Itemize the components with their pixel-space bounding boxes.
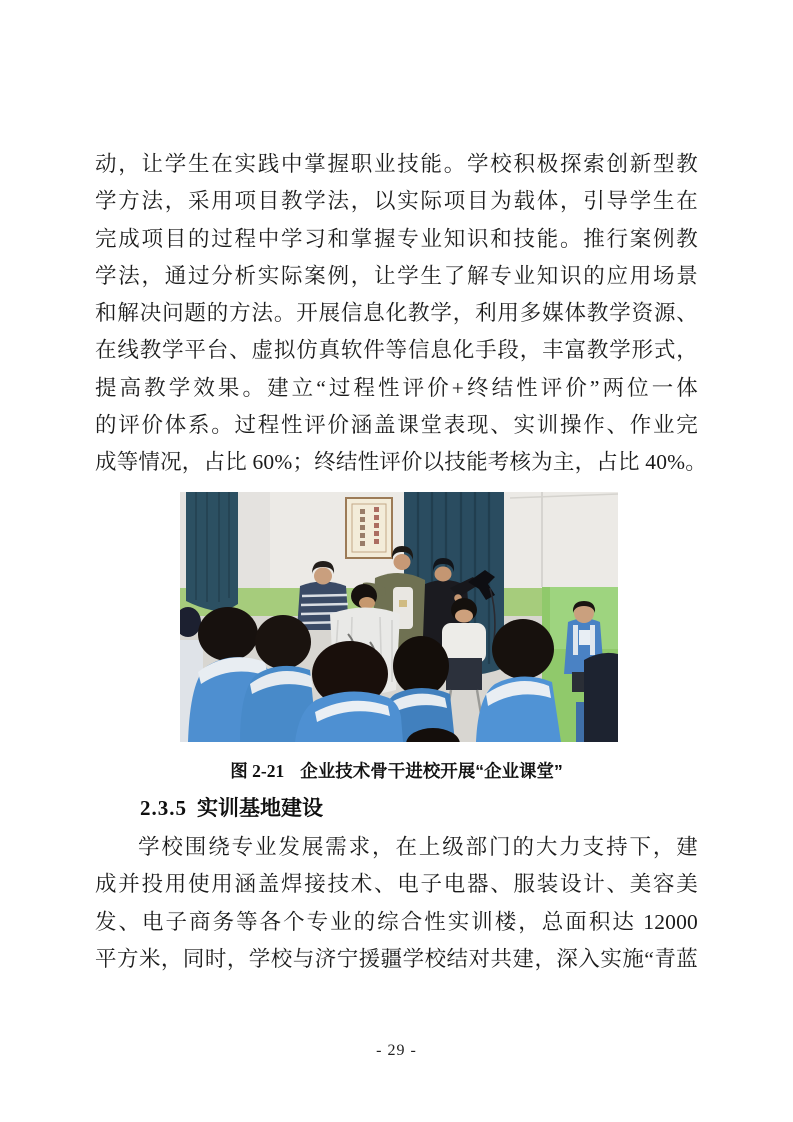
body-paragraph-2 (95, 829, 698, 978)
paragraph-line: 的评价体系。过程性评价涵盖课堂表现、实训操作、作业完 (95, 413, 698, 438)
paragraph-line: 学法，通过分析实际案例，让学生了解专业知识的应用场景 (95, 263, 698, 288)
section-number: 2.3.5 (140, 796, 187, 820)
paragraph-line: 学方法，采用项目教学法，以实际项目为载体，引导学生在 (95, 189, 698, 214)
figure-caption-label: 图 2-21 (230, 761, 285, 781)
section-heading (140, 792, 323, 822)
paragraph-line: 发、电子商务等各个专业的综合性实训楼，总面积达 12000 (95, 909, 698, 934)
paragraph-line: 提高教学效果。建立“过程性评价+终结性评价”两位一体 (95, 375, 698, 400)
body-paragraph-1 (95, 146, 707, 482)
figure-caption (0, 758, 793, 783)
page-number: - 29 - (376, 1042, 417, 1059)
paragraph-line: 成等情况，占比 60%；终结性评价以技能考核为主，占比 40%。 (95, 450, 707, 475)
paragraph-line: 成并投用使用涵盖焊接技术、电子电器、服装设计、美容美 (95, 872, 698, 897)
classroom-scene-illustration (180, 492, 618, 742)
wall-poster (346, 498, 392, 558)
figure-photo (180, 492, 618, 742)
paragraph-line: 学校围绕专业发展需求，在上级部门的大力支持下，建 (138, 835, 698, 859)
curtain-left (186, 492, 238, 611)
paragraph-line: 动，让学生在实践中掌握职业技能。学校积极探索创新型教 (95, 152, 698, 176)
paragraph-line: 和解决问题的方法。开展信息化教学，利用多媒体教学资源、 (95, 301, 698, 326)
paragraph-line: 在线教学平台、虚拟仿真软件等信息化手段，丰富教学形式， (95, 338, 698, 363)
section-title: 实训基地建设 (197, 796, 323, 820)
paragraph-line: 完成项目的过程中学习和掌握专业知识和技能。推行案例教 (95, 226, 698, 251)
figure-caption-text: 企业技术骨干进校开展“企业课堂” (300, 761, 563, 781)
paragraph-line: 平方米，同时，学校与济宁援疆学校结对共建，深入实施“青蓝 (95, 946, 698, 971)
